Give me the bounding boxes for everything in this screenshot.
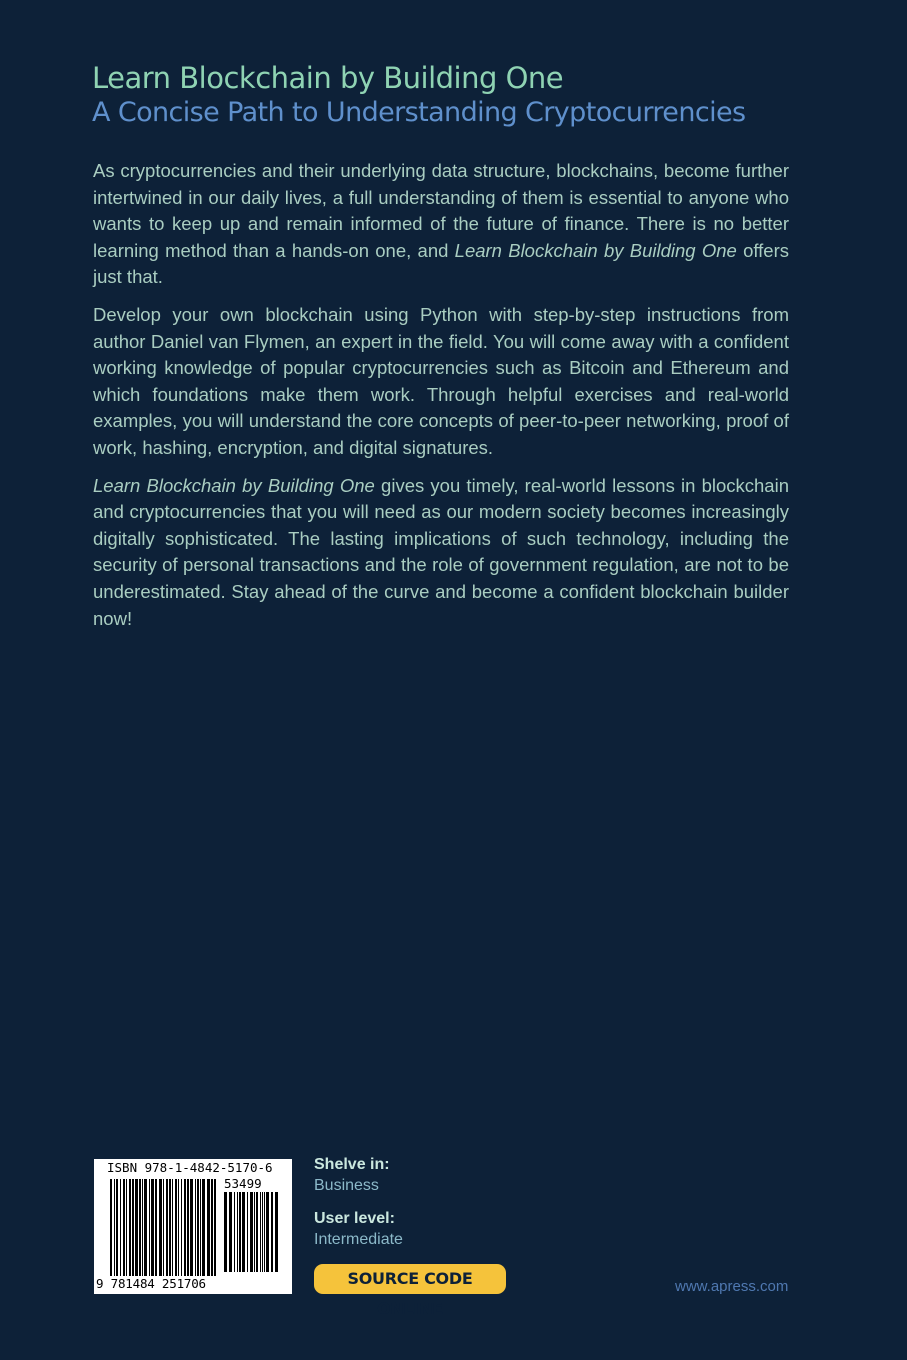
price-addon-text: 53499 [224, 1176, 262, 1191]
shelve-value: Business [314, 1177, 379, 1194]
description-paragraph-3 [93, 473, 789, 633]
barcode-bar [275, 1192, 278, 1272]
barcode-bar [132, 1179, 134, 1276]
barcode-bar [184, 1179, 186, 1276]
barcode-bar [169, 1179, 171, 1276]
barcode-bar [120, 1179, 121, 1276]
barcode-bar [155, 1179, 157, 1276]
barcode-bar [144, 1179, 147, 1276]
book-subtitle: A Concise Path to Understanding Cryptocurrencies [92, 97, 746, 128]
barcode-bar [166, 1179, 168, 1276]
barcode-bar [260, 1192, 261, 1272]
barcode-bar [129, 1179, 131, 1276]
barcode-bar [229, 1192, 232, 1272]
barcode-bar [181, 1179, 182, 1276]
barcode-bar [247, 1192, 248, 1272]
user-level-label: User level: [314, 1210, 395, 1227]
book-title: Learn Blockchain by Building One [92, 61, 564, 95]
barcode-bar [262, 1192, 263, 1272]
barcode-bar [149, 1179, 150, 1276]
barcode-bar [163, 1179, 164, 1276]
barcode-bar [242, 1192, 245, 1272]
addon-barcode-bars [224, 1192, 280, 1272]
barcode-bar [207, 1179, 210, 1276]
p1-book-title: Learn Blockchain by Building One [454, 239, 737, 261]
barcode-bar [139, 1179, 141, 1276]
description-paragraph-1 [93, 158, 789, 291]
p1-text-b: offers just that. [93, 239, 790, 288]
barcode-bar [142, 1179, 143, 1276]
barcode-bar [172, 1179, 173, 1276]
barcode-bar [214, 1179, 216, 1276]
barcode-bar [190, 1179, 193, 1276]
barcode-bar [211, 1179, 213, 1276]
barcode-bar [264, 1192, 265, 1272]
barcode-digits: 9 781484 251706 [96, 1276, 206, 1291]
barcode-bar [159, 1179, 162, 1276]
isbn-text: ISBN 978-1-4842-5170-6 [107, 1160, 273, 1175]
barcode-bar [175, 1179, 177, 1276]
source-code-badge: SOURCE CODE ONLINE [314, 1264, 506, 1294]
shelve-label: Shelve in: [314, 1156, 390, 1173]
barcode-bar [271, 1192, 273, 1272]
barcode-bar [239, 1192, 241, 1272]
barcode-bar [195, 1179, 196, 1276]
barcode-bars [110, 1179, 218, 1276]
p1-text-a: As cryptocurrencies and their underlying data structure, blockchains, become further intertwined in our daily lives, a full understanding of them is essential to anyone who wants to keep up and remain informed of the future of finance. There is no better learning method than a hands-on one, and [93, 160, 789, 261]
barcode-bar [110, 1179, 112, 1276]
barcode-bar [224, 1192, 227, 1272]
barcode-bar [254, 1192, 255, 1272]
barcode-bar [234, 1192, 235, 1272]
barcode-bar [197, 1179, 199, 1276]
p3-book-title: Learn Blockchain by Building One [93, 474, 375, 496]
barcode-bar [256, 1192, 258, 1272]
description [93, 158, 789, 643]
barcode-bar [123, 1179, 125, 1276]
barcode-bar [187, 1179, 189, 1276]
description-paragraph-2: Develop your own blockchain using Python with step-by-step instructions from author Daniel van Flymen, an expert in the field. You will come away with a confident working knowledge of popular cryptocurrencies such as Bitcoin and Ethereum and which foundations make them work. Through helpful exercises and real-world examples, you will understand the core concepts of peer-to-peer networking, proof of work, hashing, encryption, and digital signatures. [93, 303, 789, 458]
barcode-bar [250, 1192, 253, 1272]
user-level-value: Intermediate [314, 1231, 403, 1248]
barcode-bar [116, 1179, 118, 1276]
barcode-bar [178, 1179, 179, 1276]
barcode-bar [151, 1179, 154, 1276]
barcode-bar [126, 1179, 127, 1276]
barcode-bar [114, 1179, 115, 1276]
barcode-bar [200, 1179, 201, 1276]
barcode-bar [202, 1179, 205, 1276]
barcode-bar [237, 1192, 238, 1272]
barcode-bar [135, 1179, 138, 1276]
p3-text-b: gives you timely, real-world lessons in blockchain and cryptocurrencies that you will need as our modern society becomes increasingly digitally sophisticated. The lasting implications of such technology, including the security of personal transactions and the role of government regulation, are not to be underestimated. Stay ahead of the curve and become a confident blockchain builder now! [93, 474, 789, 629]
publisher-website[interactable]: www.apress.com [675, 1278, 789, 1295]
barcode-bar [266, 1192, 269, 1272]
barcode [94, 1159, 292, 1294]
